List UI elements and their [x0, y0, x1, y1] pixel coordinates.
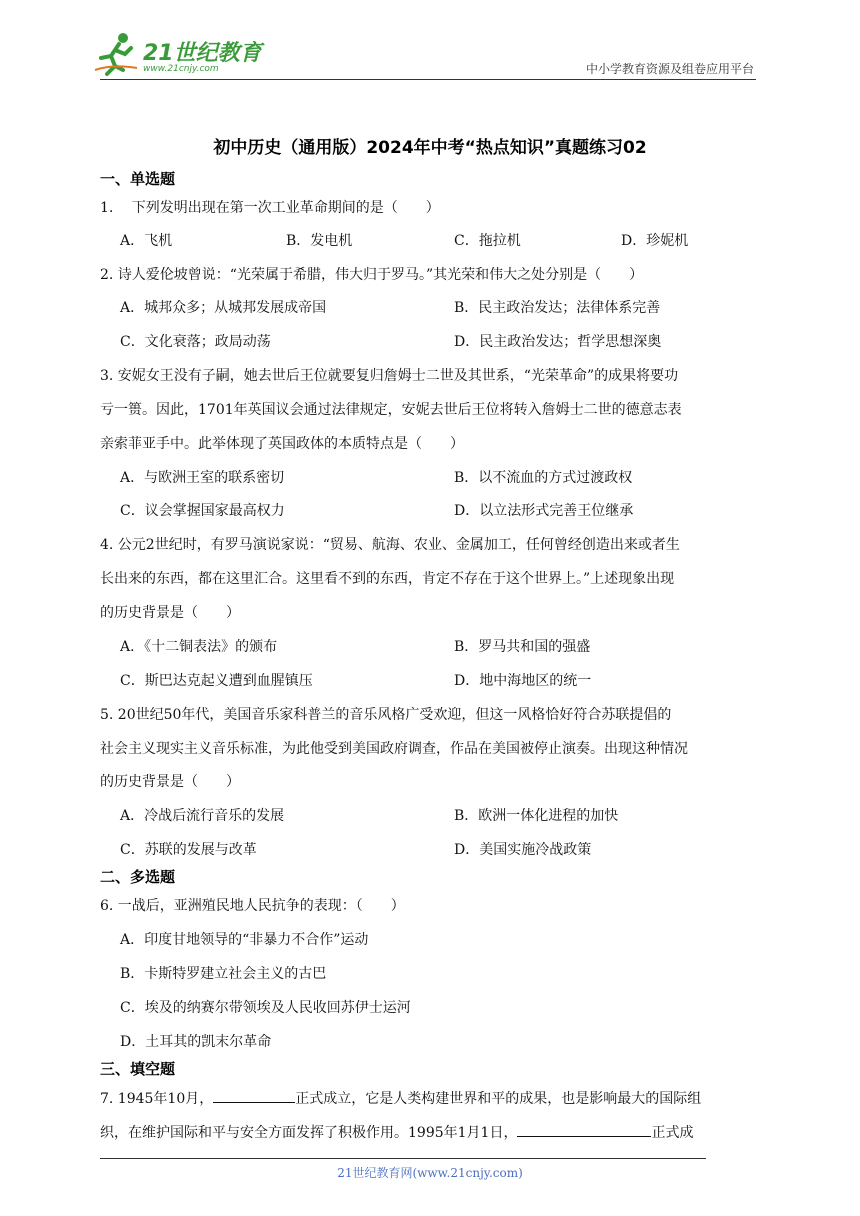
q4-option-a: A．《十二铜表法》的颁布 — [120, 639, 278, 655]
q6-stem: 6. 一战后，亚洲殖民地人民抗争的表现：（ ） — [100, 898, 405, 914]
q2-option-c: C．文化衰落；政局动荡 — [120, 334, 271, 350]
q1-option-c: C．拖拉机 — [454, 233, 521, 249]
q6-option-d: D．土耳其的凯末尔革命 — [120, 1034, 272, 1050]
q6-option-a: A．印度甘地领导的“非暴力不合作”运动 — [120, 932, 369, 948]
q3-option-a: A．与欧洲王室的联系密切 — [120, 470, 285, 486]
q3-stem-line3: 亲索菲亚手中。此举体现了英国政体的本质特点是（ ） — [100, 436, 464, 452]
section-fill-in: 三、填空题 — [100, 1060, 176, 1078]
runner-logo-icon — [93, 30, 145, 78]
q7-blank-1[interactable] — [213, 1088, 295, 1103]
section-single-choice: 一、单选题 — [100, 170, 176, 188]
q7-text-line2b: 正式成 — [651, 1125, 694, 1141]
platform-name: 中小学教育资源及组卷应用平台 — [585, 62, 754, 76]
q2-option-b: B．民主政治发达；法律体系完善 — [454, 300, 661, 316]
logo-url: www.21cnjy.com — [143, 64, 219, 74]
q7-text-part1: 7. 1945年10月， — [100, 1091, 214, 1107]
q3-option-c: C．议会掌握国家最高权力 — [120, 503, 285, 519]
page-title: 初中历史（通用版）2024年中考“热点知识”真题练习02 — [213, 138, 647, 158]
site-logo[interactable] — [93, 30, 263, 78]
q3-stem-line1: 3. 安妮女王没有子嗣，她去世后王位就要复归詹姆士二世及其世系，“光荣革命”的成果将要功 — [100, 368, 679, 384]
q2-option-a: A．城邦众多；从城邦发展成帝国 — [120, 300, 327, 316]
q3-stem-line2: 亏一篑。因此，1701年英国议会通过法律规定，安妮去世后王位将转入詹姆士二世的德意志表 — [100, 402, 682, 418]
q3-option-b: B．以不流血的方式过渡政权 — [454, 470, 633, 486]
q1-option-d: D．珍妮机 — [621, 233, 689, 249]
q4-option-d: D．地中海地区的统一 — [454, 673, 592, 689]
q1-option-b: B．发电机 — [286, 233, 353, 249]
q1-option-a: A．飞机 — [120, 233, 173, 249]
page-header — [0, 0, 860, 90]
q2-stem: 2. 诗人爱伦坡曾说：“光荣属于希腊，伟大归于罗马。”其光荣和伟大之处分别是（ ） — [100, 267, 644, 283]
q7-line1 — [100, 1088, 701, 1108]
logo-text: 21世纪教育 — [143, 41, 262, 66]
q5-option-d: D．美国实施冷战政策 — [454, 842, 592, 858]
q6-option-b: B．卡斯特罗建立社会主义的古巴 — [120, 966, 327, 982]
q4-option-c: C．斯巴达克起义遭到血腥镇压 — [120, 673, 313, 689]
q5-option-b: B．欧洲一体化进程的加快 — [454, 808, 619, 824]
section-multiple-choice: 二、多选题 — [100, 868, 176, 886]
q4-option-b: B．罗马共和国的强盛 — [454, 639, 591, 655]
q5-option-a: A．冷战后流行音乐的发展 — [120, 808, 285, 824]
q7-text-part2: 正式成立，它是人类构建世界和平的成果，也是影响最大的国际组 — [295, 1091, 702, 1107]
q6-option-c: C．埃及的纳赛尔带领埃及人民收回苏伊士运河 — [120, 1000, 411, 1016]
q4-stem-line1: 4. 公元2世纪时，有罗马演说家说：“贸易、航海、农业、金属加工，任何曾经创造出来或者生 — [100, 537, 680, 553]
header-divider — [100, 79, 756, 80]
q5-stem-line2: 社会主义现实主义音乐标准，为此他受到美国政府调查，作品在美国被停止演奏。出现这种情况 — [100, 741, 688, 757]
q5-stem-line3: 的历史背景是（ ） — [100, 774, 240, 790]
footer-divider — [100, 1158, 706, 1159]
q2-option-d: D．民主政治发达；哲学思想深奥 — [454, 334, 662, 350]
q5-option-c: C．苏联的发展与改革 — [120, 842, 257, 858]
q7-text-line2a: 织，在维护国际和平与安全方面发挥了积极作用。1995年1月1日， — [100, 1125, 518, 1141]
q7-blank-2[interactable] — [517, 1122, 651, 1137]
q3-option-d: D．以立法形式完善王位继承 — [454, 503, 634, 519]
q4-stem-line3: 的历史背景是（ ） — [100, 605, 240, 621]
q4-stem-line2: 长出来的东西，都在这里汇合。这里看不到的东西，肯定不存在于这个世界上。”上述现象出现 — [100, 571, 675, 587]
q5-stem-line1: 5. 20世纪50年代，美国音乐家科普兰的音乐风格广受欢迎，但这一风格恰好符合苏联提倡的 — [100, 707, 672, 723]
q7-line2 — [100, 1122, 693, 1142]
footer-link[interactable]: 21世纪教育网(www.21cnjy.com) — [337, 1166, 523, 1180]
q1-stem: 1. 下列发明出现在第一次工业革命期间的是（ ） — [100, 200, 440, 216]
